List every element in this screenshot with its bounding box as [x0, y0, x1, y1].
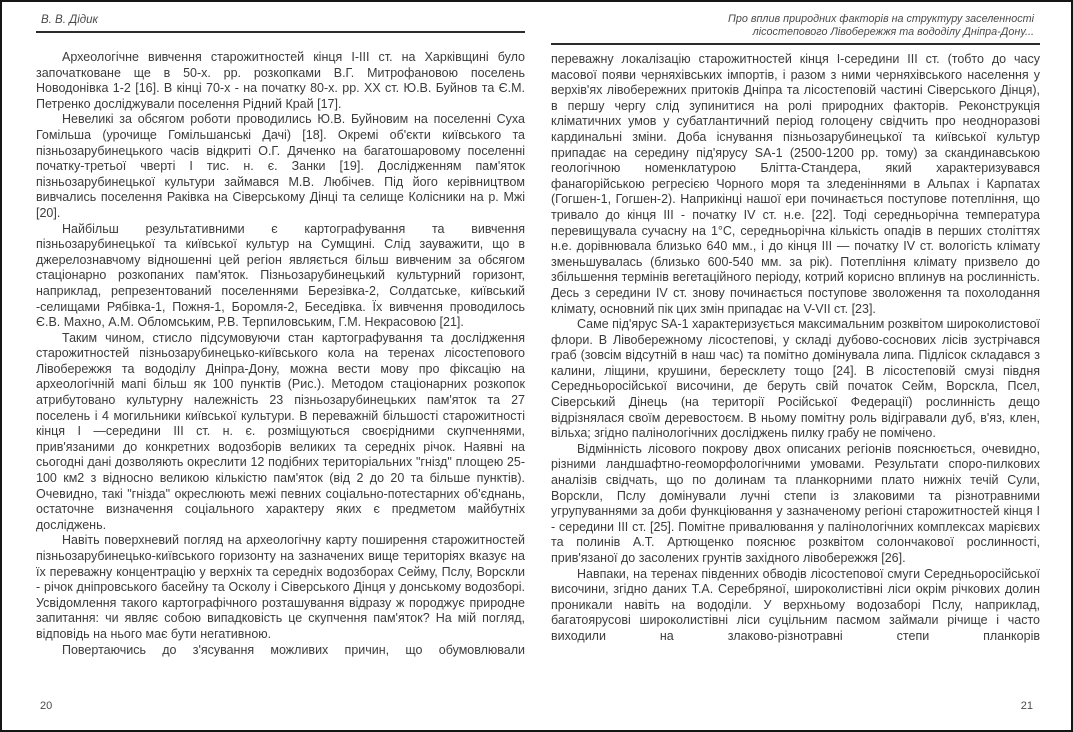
- right-page-body: [551, 52, 1040, 702]
- paragraph: Найбільш результативними є картографування та вивчення пізньозарубинецької та київської культур на Сумщині. Слід зауважити, що в джерелознавчому відношенні цей регіон являється більш вивченим за обсягом стаціонарно розкопаних пам'яток. Пізньозарубинецький культурний горизонт, наприклад, репрезентований поселеннями Березівка-2, Солдатське, київський -селищами Рябівка-1, Пожня-1, Боромля-2, Беседівка. Їх вивчення проводилось Є.В. Махно, А.М. Обломським, Р.В. Терпиловським, Г.М. Некрасовою [21].: [36, 221, 525, 330]
- paragraph: Повертаючись до з'ясування можливих причин, що обумовлювали: [62, 642, 525, 657]
- paragraph: Саме під'ярус SA-1 характеризується максимальним розквітом широколистової флори. В Лівобережному лісостепові, у складі дубово-соснових лісів зустрічався граб (зовсім відсутній в наш час) та помітно домінувала липа. Підлісок складався з калини, ліщини, крушини, бересклету тощо [24]. В лісостеповій смузі півдня Середньоросійської височини, де беруть свій початок Сейм, Ворскла, Псел, Сіверський Дінець (на території Російської Федерації) рослинність дещо відрізнялася своїм деревостоєм. В ньому помітну роль відігравали дуб, в'яз, клен, вільха; згідно палінологічних досліджень пилку грабу не помічено.: [551, 317, 1040, 441]
- running-header-title: [551, 10, 1040, 43]
- page-number-right: 21: [1020, 700, 1033, 712]
- paragraph: Відмінність лісового покрову двох описаних регіонів пояснюється, очевидно, різними ландшафтно-геоморфологічними умовами. Результати споро-пилкових аналізів свідчать, що по долинам та планкорними плато нижніх течій Сули, Ворскли, Пслу домінували лучні степи із злаковими та різнотравними угрупуваннями за доби функціювання у зазначеному регіоні старожитностей кінця I - середини III ст. [25]. Помітне привалювання у палінологічних комплексах марієвих та полинів А.Т. Артющенко пояснює розквітом солончакової рослинності, прив'язаної до засолених грунтів західного лівобережжя [26].: [551, 441, 1040, 565]
- right-page: [551, 10, 1040, 702]
- paragraph: Невеликі за обсягом роботи проводились Ю.В. Буйновим на поселенні Суха Гомільша (урочище Гомільшанські Дачі) [18]. Окремі об'єкти київського та пізньозарубинецького часів відкриті О.Г. Дяченко на багатошаровому поселенні початку-третьої чверті I тис. н. є. Занки [19]. Дослідженням пам'яток пізньозарубинецької культури займався М.В. Любічев. Під його керівництвом вивчались поселення Раківка на Сіверському Дінці та селище Колісники на р. Мжі [20].: [36, 112, 525, 220]
- running-header-author: В. В. Дідик: [41, 14, 98, 26]
- page-number-left: 20: [40, 700, 53, 712]
- paragraph: Навіть поверхневий погляд на археологічну карту поширення старожитностей пізньозарубинецько-київського горизонту на зазначених вище територіях вказує на їх переважну концентрацію у верхніх та середніх водозборах Сейму, Пслу, Ворскли - річок дніпровського басейну та Осколу і Сіверського Дінця у донському водозборі. Усвідомлення такого картографічного розташування відразу ж породжує природне запитання: чи являє собою випадковість це скупчення пам'яток? На мій погляд, відповідь на нього має бути негативною.: [36, 533, 525, 641]
- paragraph: переважну локалізацію старожитностей кінця I-середини III ст. (тобто до часу масової появи черняхівських імпортів, і разом з ними черняхівського населення у верхів'ях лівобережних притоків Дніпра та лісостеповій частині Сіверського Дінця), в першу чергу слід зупинитися на ролі природних факторів. Реконструкція кліматичних умов у субатлантичний період голоцену свідчить про неодноразові кардинальні зміни. Доба існування пізньозарубинецької та київської культур припадає на середину під'ярусу SA-1 (2500-1200 рр. тому) за скандинавською геологічною номенклатурою Блітта-Стандера, який характеризувався фанагорійською регресією Чорного моря та зледеніннями в Альпах і Карпатах (Гогшен-1, Гогшен-2). Наприкінці нашої ери починається поступове потепління, що тривало до кінця III - початку IV ст. н.е. [22]. Тоді середньорічна температура перевищувала сучасну на 1°С, середньорічна кількість опадів в перших століттях н.е. дорівнювала близько 640 мм., і до кінця III — початку IV ст. вологість клімату зменьшувалась (близько 600-540 мм. за рік). Потепління клімату призвело до збільшення термінів вегетаційного періоду, котрий корисно вплинув на рослинність. Десь з середини IV ст. знову починається поступове зволоження та похолодання клімату, основний пік цих змін припадає на V-VII ст. [23].: [551, 52, 1040, 316]
- header-rule-left: [36, 31, 525, 33]
- paragraph: Таким чином, стисло підсумовуючи стан картографування та дослідження старожитностей пізньозарубинецько-київського кола на теренах лісостепового Лівобережжя та вододілу Дніпра-Дону, можна вести мову про фіксацію на археологічній мапі більш як 100 пунктів (Рис.). Методом стаціонарних розкопок атрибутовано культурну належність 23 пізньозарубинецьких пам'яток та 27 поселень і 4 могильники київської культури. В переважній більшості старожитності кінця I —середини III ст. н. є. розміщуються своєрідними скупченнями, прив'язаними до конкретних водозборів великих та середніх річок. Наявні на сьогодні дані дозволяють окреслити 12 подібних територіальних "гнізд" площею 25-100 км2 з відносно великою кількістю пам'яток (від 2 до 20 та більше пунктів). Очевидно, такі "гнізда" окреслюють межі певних соціально-потестарних об'єднань, остаточне визначення соціального характеру яких є предметом майбутніх досліджень.: [36, 330, 525, 532]
- left-page: [36, 10, 525, 700]
- paragraph: Археологічне вивчення старожитностей кінця I-III ст. на Харківщині було започатковане ще в 50-х. рр. розкопками В.Г. Митрофановою поселень Новодонівка 1-2 [16]. В кінці 70-х - на початку 80-х. рр. XX ст. Ю.В. Буйнов та Є.М. Петренко досліджували поселення Рідний Край [17].: [36, 50, 525, 111]
- running-header-title-line2: лісостепового Лівобережжя та вододілу Дніпра-Дону...: [752, 25, 1034, 38]
- running-header-title-line1: Про вплив природних факторів на структуру заселенності: [728, 13, 1034, 25]
- paragraph: Навпаки, на теренах південних обводів лісостепової смуги Середньоросійської височини, згідно даних Т.А. Серебряної, широколистівні ліси окрім річкових долин проникали навіть на вододіли. У верхньому водозаборі Пслу, наприклад, багатоярусові широколистівні ліси суцільним пасмом займали річище і часто виходили на злаково-різнотравні степи планкорів: [551, 566, 1040, 643]
- header-rule-right: [551, 43, 1040, 45]
- left-page-body: [36, 50, 525, 700]
